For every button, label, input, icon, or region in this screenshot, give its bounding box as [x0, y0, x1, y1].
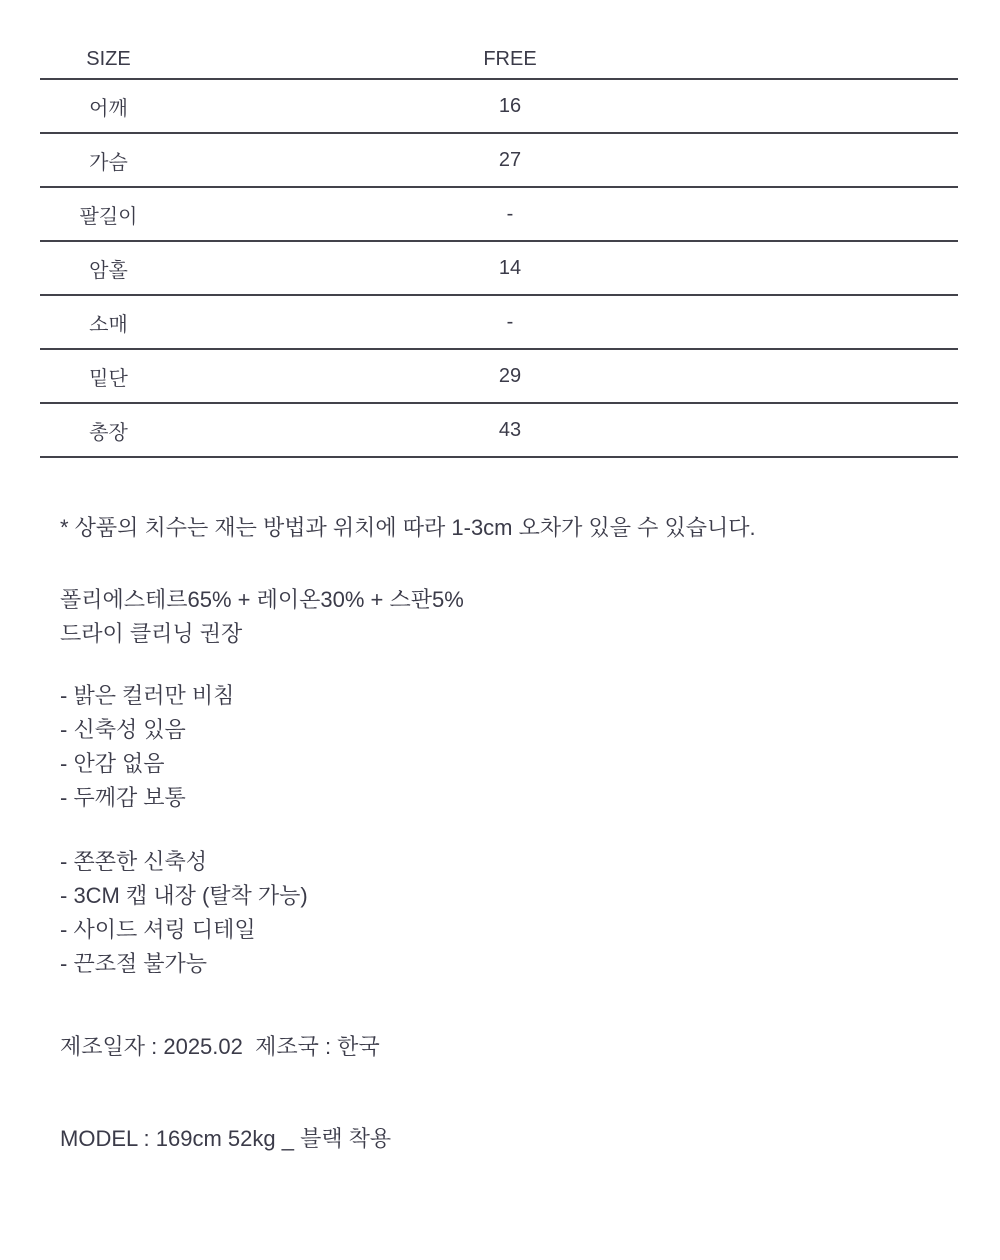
product-info [0, 511, 1000, 1156]
row-label: 총장 [89, 421, 128, 444]
size-table-row-sleeve [40, 296, 958, 350]
feature-item-elasticity: - 쫀쫀한 신축성 [60, 849, 208, 874]
feature-item-stretch: - 신축성 있음 [60, 717, 186, 742]
size-table-header-size: SIZE [86, 47, 131, 70]
feature-item-cap: - 3CM 캡 내장 (탈착 가능) [60, 883, 308, 908]
row-label: 어깨 [89, 97, 128, 120]
size-table-header-free: FREE [483, 47, 537, 70]
row-label: 가슴 [89, 151, 128, 174]
manufacture-info: 제조일자 : 2025.02 제조국 : 한국 [60, 1034, 380, 1059]
row-label: 팔길이 [79, 205, 138, 228]
feature-list-design-details [60, 845, 1000, 981]
feature-list-fabric-properties [60, 679, 1000, 815]
row-label: 암홀 [89, 259, 128, 282]
feature-item-sheerness: - 밝은 컬러만 비침 [60, 683, 235, 708]
feature-item-strap: - 끈조절 불가능 [60, 951, 208, 976]
row-value: 14 [498, 256, 522, 279]
size-table-row-shoulder [40, 80, 958, 134]
size-table [40, 40, 958, 458]
product-detail-page [0, 40, 1000, 1260]
row-label: 밑단 [89, 367, 128, 390]
row-label: 소매 [89, 313, 128, 336]
fabric-composition: 폴리에스테르65% + 레이온30% + 스판5% [60, 587, 464, 612]
size-table-row-chest [40, 134, 958, 188]
row-value: 27 [498, 148, 522, 171]
row-value: 43 [498, 418, 522, 441]
row-value: 16 [498, 94, 522, 117]
feature-item-lining: - 안감 없음 [60, 751, 165, 776]
size-table-row-hem [40, 350, 958, 404]
size-table-row-total-length [40, 404, 958, 458]
feature-item-shirring: - 사이드 셔링 디테일 [60, 917, 256, 942]
row-value: - [506, 310, 514, 333]
model-info: MODEL : 169cm 52kg _ 블랙 착용 [60, 1126, 392, 1151]
size-table-row-armhole [40, 242, 958, 296]
care-instruction: 드라이 클리닝 권장 [60, 621, 243, 646]
size-table-header-row [40, 40, 958, 80]
size-tolerance-note: * 상품의 치수는 재는 방법과 위치에 따라 1-3cm 오차가 있을 수 있습니다. [60, 515, 756, 540]
fabric-info [60, 583, 1000, 651]
feature-item-thickness: - 두께감 보통 [60, 785, 186, 810]
size-table-row-arm-length [40, 188, 958, 242]
row-value: 29 [498, 364, 522, 387]
row-value: - [506, 202, 514, 225]
